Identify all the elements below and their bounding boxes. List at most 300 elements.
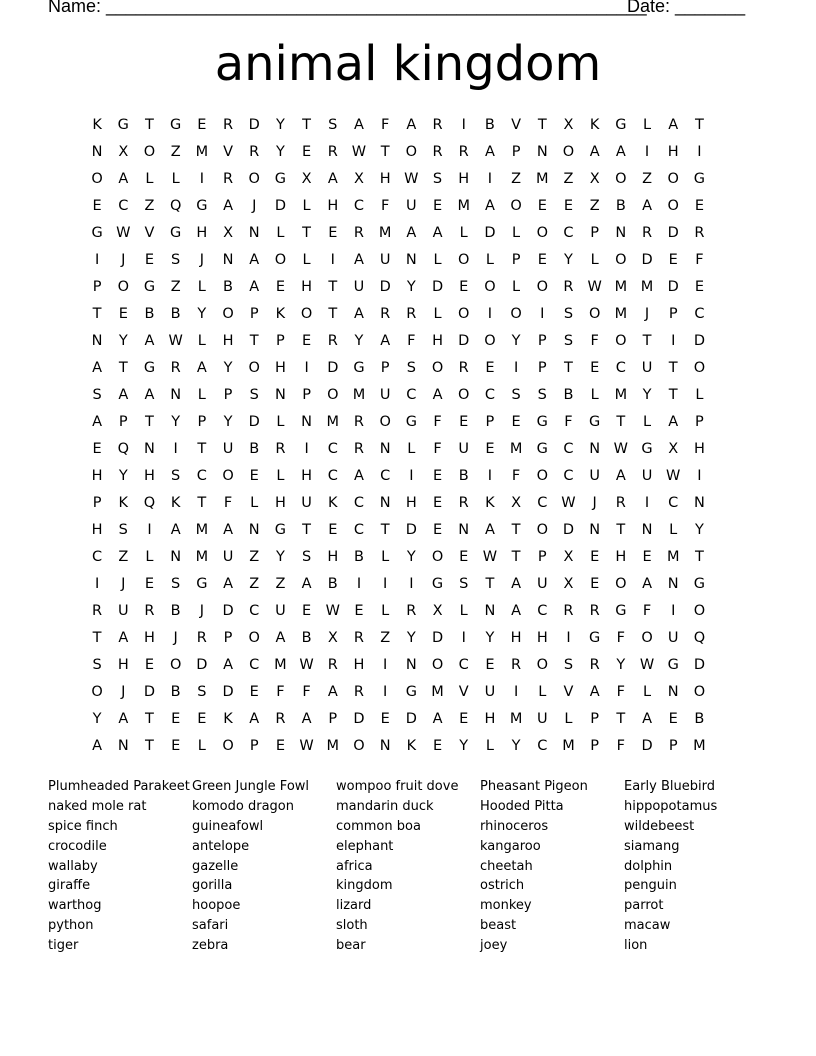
grid-letter: P: [590, 738, 600, 754]
word-item: joey: [480, 938, 508, 954]
grid-letter: K: [223, 711, 233, 727]
grid-letter: O: [431, 360, 444, 376]
grid-letter: D: [248, 117, 260, 133]
grid-letter: G: [615, 117, 627, 133]
grid-letter: C: [537, 495, 548, 511]
word-item: wallaby: [48, 858, 98, 874]
grid-letter: W: [639, 657, 655, 673]
grid-letter: M: [352, 387, 366, 403]
grid-letter: O: [458, 306, 470, 322]
grid-letter: A: [354, 117, 364, 133]
grid-letter: L: [564, 711, 573, 727]
word-item: Early Bluebird: [624, 779, 715, 794]
grid-letter: A: [354, 252, 364, 268]
grid-letter: F: [511, 468, 521, 484]
grid-letter: J: [199, 252, 204, 268]
word-item: lizard: [336, 898, 372, 914]
grid-letter: O: [484, 333, 496, 349]
grid-letter: V: [223, 144, 233, 160]
grid-letter: E: [302, 144, 312, 160]
grid-letter: R: [353, 441, 364, 457]
grid-letter: I: [409, 576, 414, 592]
grid-letter: P: [537, 333, 547, 349]
grid-letter: I: [487, 306, 493, 322]
grid-letter: V: [458, 684, 469, 700]
grid-letter: S: [511, 387, 521, 403]
grid-letter: A: [92, 360, 103, 376]
grid-letter: N: [484, 603, 496, 619]
grid-letter: Q: [169, 198, 182, 214]
grid-letter: R: [327, 144, 338, 160]
word-item: giraffe: [48, 878, 91, 894]
grid-row: [84, 490, 713, 517]
grid-letter: S: [459, 576, 469, 592]
grid-letter: W: [299, 738, 314, 754]
grid-letter: X: [511, 495, 522, 511]
header: [48, 0, 748, 20]
word-item: python: [48, 918, 94, 934]
grid-letter: E: [432, 495, 443, 511]
grid-letter: I: [487, 171, 493, 187]
grid-letter: T: [302, 225, 312, 241]
word-item: warthog: [48, 898, 102, 914]
grid-letter: G: [405, 414, 417, 430]
grid-letter: R: [589, 657, 600, 673]
grid-letter: W: [613, 441, 629, 457]
grid-letter: F: [564, 414, 573, 430]
grid-letter: H: [484, 711, 496, 727]
word-item: rhinoceros: [480, 818, 549, 834]
grid-letter: S: [563, 657, 574, 673]
grid-letter: G: [196, 576, 208, 592]
grid-letter: D: [327, 360, 339, 376]
grid-letter: F: [642, 603, 652, 619]
grid-letter: N: [458, 522, 470, 538]
grid-letter: A: [484, 144, 495, 160]
grid-letter: H: [117, 657, 129, 673]
grid-letter: U: [117, 603, 129, 619]
grid-row: [84, 463, 713, 490]
grid-letter: Y: [642, 387, 652, 403]
grid-letter: W: [482, 549, 498, 565]
grid-letter: T: [249, 333, 259, 349]
word-column: [48, 777, 192, 956]
grid-letter: I: [383, 576, 388, 592]
grid-letter: O: [222, 738, 234, 754]
grid-letter: S: [118, 522, 128, 538]
grid-letter: S: [563, 306, 574, 322]
grid-letter: O: [327, 387, 339, 403]
grid-letter: P: [695, 414, 704, 430]
grid-letter: M: [614, 306, 628, 322]
grid-letter: O: [91, 171, 103, 187]
grid-letter: R: [615, 495, 626, 511]
word-item: Hooded Pitta: [480, 798, 564, 814]
grid-letter: Y: [197, 306, 207, 322]
grid-letter: E: [92, 441, 102, 457]
grid-letter: L: [381, 549, 390, 565]
grid-letter: K: [118, 495, 129, 511]
grid-letter: D: [405, 522, 417, 538]
grid-letter: U: [458, 441, 470, 457]
grid-letter: O: [484, 279, 496, 295]
grid-letter: O: [667, 171, 679, 187]
grid-letter: Z: [249, 576, 260, 592]
grid-letter: N: [248, 522, 260, 538]
grid-letter: E: [511, 414, 521, 430]
grid-letter: M: [431, 684, 444, 700]
grid-letter: E: [275, 279, 285, 295]
grid-letter: R: [406, 603, 417, 619]
grid-letter: E: [432, 198, 443, 214]
grid-row: [84, 247, 713, 274]
grid-letter: C: [615, 360, 626, 376]
grid-letter: Z: [144, 198, 155, 214]
grid-letter: O: [562, 144, 575, 160]
grid-letter: J: [199, 603, 204, 619]
grid-letter: U: [589, 468, 600, 484]
grid-letter: H: [91, 522, 103, 538]
grid-letter: T: [302, 117, 312, 133]
grid-letter: A: [92, 738, 103, 754]
grid-letter: R: [353, 414, 364, 430]
word-item: siamang: [624, 838, 680, 854]
grid-letter: T: [616, 522, 626, 538]
grid-letter: N: [379, 495, 391, 511]
grid-letter: P: [590, 711, 600, 727]
grid-row: [84, 517, 713, 544]
grid-letter: T: [328, 279, 338, 295]
grid-letter: P: [537, 360, 547, 376]
grid-row: [84, 112, 713, 139]
grid-letter: R: [353, 225, 364, 241]
grid-letter: D: [693, 333, 705, 349]
grid-letter: N: [248, 225, 260, 241]
grid-letter: M: [195, 144, 209, 160]
grid-letter: X: [301, 171, 312, 187]
grid-letter: O: [300, 306, 313, 322]
grid-letter: H: [458, 171, 470, 187]
word-item: africa: [336, 858, 373, 874]
grid-letter: C: [196, 468, 207, 484]
grid-letter: K: [406, 738, 417, 754]
grid-letter: Y: [511, 738, 521, 754]
grid-letter: F: [616, 738, 626, 754]
grid-letter: Z: [118, 549, 129, 565]
grid-letter: F: [616, 684, 626, 700]
grid-row: [84, 652, 713, 679]
grid-letter: I: [671, 603, 676, 619]
grid-letter: Y: [275, 549, 285, 565]
grid-letter: U: [379, 252, 391, 268]
grid-letter: P: [668, 738, 678, 754]
grid-letter: M: [509, 441, 523, 457]
grid-letter: H: [510, 630, 522, 646]
grid-letter: F: [590, 333, 599, 349]
grid-row: [84, 544, 713, 571]
grid-letter: A: [642, 576, 652, 592]
grid-letter: I: [461, 117, 466, 133]
grid-letter: R: [458, 360, 469, 376]
grid-letter: N: [91, 144, 103, 160]
grid-letter: R: [222, 117, 234, 133]
grid-letter: J: [644, 306, 650, 322]
grid-letter: C: [327, 468, 338, 484]
grid-letter: H: [379, 171, 391, 187]
grid-letter: L: [459, 225, 468, 241]
grid-row: [84, 625, 713, 652]
grid-letter: M: [378, 225, 392, 241]
grid-letter: S: [171, 252, 181, 268]
grid-letter: I: [461, 630, 466, 646]
grid-letter: T: [616, 414, 626, 430]
grid-letter: E: [171, 711, 181, 727]
grid-letter: M: [562, 738, 575, 754]
grid-letter: P: [249, 738, 259, 754]
word-item: crocodile: [48, 838, 107, 854]
grid-letter: A: [668, 117, 679, 133]
grid-letter: Z: [249, 549, 260, 565]
grid-letter: T: [118, 360, 128, 376]
grid-letter: H: [327, 198, 339, 214]
grid-letter: R: [511, 657, 522, 673]
grid-letter: R: [275, 711, 286, 727]
grid-letter: L: [669, 522, 678, 538]
grid-letter: U: [222, 549, 234, 565]
grid-letter: H: [301, 279, 313, 295]
grid-letter: O: [693, 360, 706, 376]
grid-letter: N: [693, 495, 705, 511]
grid-letter: Y: [406, 279, 416, 295]
grid-letter: C: [537, 603, 548, 619]
grid-letter: A: [589, 144, 600, 160]
grid-row: [84, 193, 713, 220]
grid-letter: R: [353, 630, 364, 646]
grid-letter: X: [354, 171, 364, 187]
grid-letter: M: [326, 738, 340, 754]
grid-letter: Z: [511, 171, 522, 187]
grid-letter: T: [92, 306, 102, 322]
grid-letter: H: [301, 468, 313, 484]
grid-letter: C: [92, 549, 103, 565]
grid-letter: E: [171, 738, 181, 754]
grid-letter: I: [409, 468, 414, 484]
name-label: Name: ______________________________________________________: [48, 0, 647, 16]
grid-letter: E: [537, 252, 547, 268]
grid-letter: J: [252, 198, 257, 214]
grid-letter: G: [431, 576, 444, 592]
grid-letter: E: [302, 333, 312, 349]
grid-letter: G: [667, 657, 679, 673]
grid-letter: O: [169, 657, 182, 673]
grid-letter: E: [485, 360, 495, 376]
grid-letter: L: [145, 549, 154, 565]
grid-letter: C: [249, 657, 260, 673]
grid-letter: R: [694, 225, 705, 241]
grid-letter: O: [405, 144, 418, 160]
grid-letter: J: [121, 576, 126, 592]
grid-letter: N: [379, 441, 391, 457]
grid-letter: H: [667, 144, 679, 160]
grid-letter: E: [328, 522, 338, 538]
grid-letter: E: [590, 549, 600, 565]
grid-letter: G: [91, 225, 103, 241]
grid-letter: O: [248, 360, 260, 376]
grid-letter: C: [668, 495, 679, 511]
grid-letter: A: [249, 279, 260, 295]
grid-letter: A: [223, 198, 233, 214]
grid-letter: C: [537, 738, 548, 754]
grid-letter: G: [589, 630, 601, 646]
grid-letter: E: [642, 549, 652, 565]
grid-letter: T: [380, 522, 390, 538]
word-item: monkey: [480, 898, 532, 914]
grid-letter: G: [641, 441, 653, 457]
grid-letter: G: [196, 198, 208, 214]
grid-letter: T: [92, 630, 102, 646]
grid-letter: A: [511, 603, 522, 619]
grid-letter: H: [144, 468, 155, 484]
grid-letter: P: [511, 144, 521, 160]
grid-letter: H: [405, 495, 417, 511]
grid-letter: B: [327, 576, 338, 592]
grid-letter: T: [380, 144, 390, 160]
grid-letter: V: [511, 117, 522, 133]
grid-letter: E: [459, 279, 469, 295]
grid-letter: Y: [275, 117, 285, 133]
grid-letter: A: [249, 711, 260, 727]
grid-letter: A: [170, 522, 181, 538]
grid-letter: L: [485, 252, 494, 268]
grid-letter: G: [353, 360, 365, 376]
grid-letter: E: [590, 576, 600, 592]
grid-letter: P: [92, 495, 102, 511]
grid-row: [84, 301, 713, 328]
grid-letter: S: [328, 117, 338, 133]
grid-letter: E: [275, 738, 285, 754]
grid-letter: P: [249, 306, 259, 322]
grid-letter: L: [459, 603, 468, 619]
grid-letter: Z: [380, 630, 391, 646]
grid-letter: P: [223, 630, 233, 646]
grid-letter: J: [121, 684, 126, 700]
grid-letter: G: [143, 360, 156, 376]
grid-letter: A: [406, 117, 417, 133]
grid-letter: Y: [406, 630, 416, 646]
grid-letter: E: [249, 684, 259, 700]
grid-letter: E: [328, 225, 338, 241]
grid-letter: I: [199, 171, 204, 187]
grid-letter: O: [667, 198, 679, 214]
grid-letter: R: [432, 117, 443, 133]
grid-letter: B: [144, 306, 155, 322]
grid-letter: L: [485, 738, 494, 754]
grid-letter: W: [325, 603, 340, 619]
grid-letter: U: [222, 441, 234, 457]
word-item: safari: [192, 918, 229, 934]
grid-letter: D: [196, 657, 208, 673]
grid-letter: E: [485, 657, 495, 673]
grid-letter: D: [458, 333, 470, 349]
word-item: guineafowl: [192, 818, 264, 834]
grid-letter: F: [380, 198, 390, 214]
grid-letter: R: [92, 603, 103, 619]
grid-letter: M: [195, 522, 209, 538]
grid-letter: O: [248, 171, 260, 187]
date-label: Date: _______: [627, 0, 746, 16]
grid-letter: E: [668, 711, 678, 727]
grid-letter: P: [197, 414, 207, 430]
grid-row: [84, 166, 713, 193]
grid-letter: Y: [694, 522, 704, 538]
grid-letter: S: [537, 387, 547, 403]
grid-letter: W: [116, 225, 131, 241]
grid-letter: S: [171, 468, 181, 484]
grid-letter: I: [304, 441, 309, 457]
grid-letter: X: [589, 171, 600, 187]
grid-letter: Q: [117, 441, 129, 457]
grid-letter: F: [223, 495, 233, 511]
grid-row: [84, 355, 713, 382]
grid-letter: Z: [642, 171, 652, 187]
grid-letter: I: [566, 630, 571, 646]
grid-letter: A: [144, 387, 155, 403]
grid-letter: Y: [171, 414, 181, 430]
grid-letter: P: [223, 387, 233, 403]
grid-letter: D: [248, 414, 260, 430]
grid-letter: E: [302, 603, 312, 619]
grid-letter: N: [667, 576, 679, 592]
grid-letter: W: [299, 657, 314, 673]
grid-letter: P: [485, 414, 495, 430]
grid-letter: Q: [693, 630, 706, 646]
grid-letter: S: [92, 657, 102, 673]
grid-letter: L: [590, 252, 599, 268]
grid-row: [84, 409, 713, 436]
grid-letter: E: [432, 738, 443, 754]
word-item: lion: [624, 938, 648, 954]
grid-row: [84, 328, 713, 355]
grid-letter: Y: [275, 144, 285, 160]
grid-letter: D: [693, 657, 705, 673]
grid-letter: O: [117, 279, 129, 295]
grid-letter: I: [697, 468, 702, 484]
grid-letter: Z: [275, 576, 286, 592]
grid-letter: T: [328, 306, 338, 322]
grid-letter: I: [513, 360, 519, 376]
grid-letter: E: [590, 360, 600, 376]
grid-letter: E: [563, 198, 574, 214]
grid-letter: E: [354, 603, 364, 619]
grid-letter: N: [91, 333, 103, 349]
grid-letter: L: [276, 468, 285, 484]
grid-letter: T: [694, 549, 704, 565]
grid-letter: K: [589, 117, 600, 133]
grid-letter: J: [173, 630, 178, 646]
grid-letter: R: [353, 684, 364, 700]
grid-letter: B: [301, 630, 312, 646]
grid-letter: D: [431, 630, 444, 646]
grid-letter: M: [457, 198, 470, 214]
grid-letter: C: [118, 198, 129, 214]
word-item: naked mole rat: [48, 798, 147, 814]
word-item: bear: [336, 938, 366, 954]
grid-letter: E: [537, 198, 547, 214]
grid-letter: A: [223, 576, 233, 592]
grid-letter: O: [91, 684, 103, 700]
grid-letter: R: [563, 279, 574, 295]
grid-letter: L: [642, 117, 652, 133]
